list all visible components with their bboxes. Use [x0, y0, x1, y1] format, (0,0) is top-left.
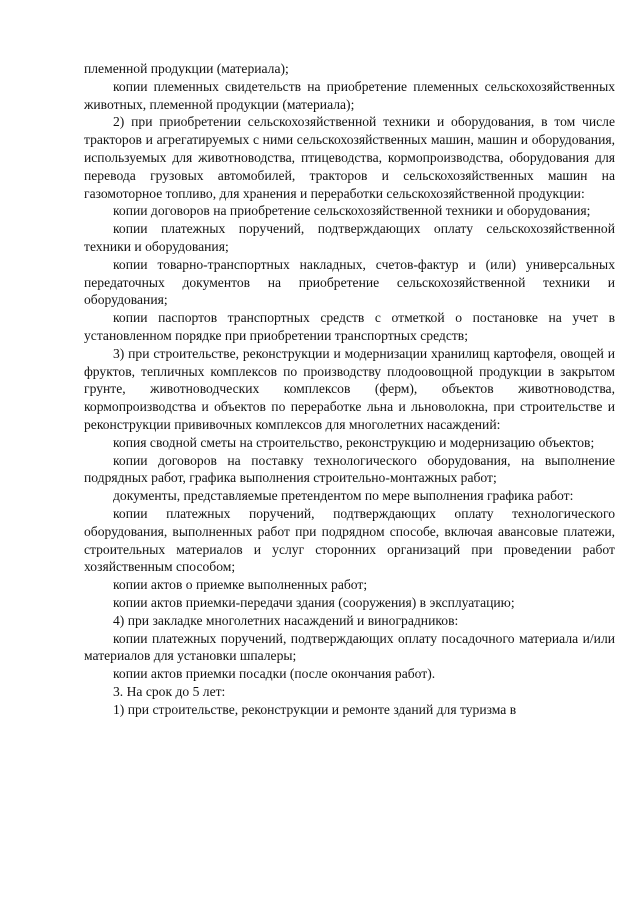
- paragraph-13: копии актов о приемке выполненных работ;: [113, 577, 368, 593]
- paragraph-11: документы, представляемые претендентом по мере выполнения графика работ:: [113, 488, 574, 504]
- paragraph-9: копия сводной сметы на строительство, реконструкцию и модернизацию объектов;: [113, 434, 595, 450]
- paragraph-5: копии платежных поручений, подтверждающих оплату сельскохозяйственной техники и оборудования;: [84, 221, 615, 254]
- paragraph-6: копии товарно-транспортных накладных, счетов-фактур и (или) универсальных передаточных документов на приобретение сельскохозяйственной техники и оборудования;: [84, 256, 615, 308]
- paragraph-12: копии платежных поручений, подтверждающих оплату технологического оборудования, выполненных работ при подрядном способе, включая авансовые платежи, строительных материалов и услуг сторонних организаций при проведении работ хозяйственным способом;: [84, 505, 615, 575]
- paragraph-7: копии паспортов транспортных средств с отметкой о постановке на учет в установленном порядке при приобретении транспортных средств;: [84, 310, 615, 343]
- paragraph-19: 1) при строительстве, реконструкции и ремонте зданий для туризма в: [113, 701, 517, 717]
- paragraph-1: племенной продукции (материала);: [84, 61, 289, 76]
- paragraph-14: копии актов приемки-передачи здания (сооружения) в эксплуатацию;: [113, 594, 515, 610]
- paragraph-3: 2) при приобретении сельскохозяйственной техники и оборудования, в том числе тракторов и агрегатируемых с ними сельскохозяйственных машин, машин и оборудования, используемых для животноводства, птицеводства, кормопроизводства, оборудования для перевода грузовых автомобилей, тракторов и сельскохозяйственных машин на газомоторное топливо, для хранения и переработки сельскохозяйственной продукции:: [84, 114, 615, 201]
- paragraph-8: 3) при строительстве, реконструкции и модернизации хранилищ картофеля, овощей и фруктов, тепличных комплексов по производству плодоовощной продукции в закрытом грунте, животноводческих комплексов (ферм), объектов животноводства, кормопроизводства и объектов по переработке льна и льноволокна, при строительстве и реконструкции прививочных комплексов для многолетних насаждений:: [84, 345, 615, 432]
- paragraph-17: копии актов приемки посадки (после окончания работ).: [113, 666, 436, 682]
- paragraph-2: копии племенных свидетельств на приобретение племенных сельскохозяйственных животных, племенной продукции (материала);: [84, 78, 615, 112]
- paragraph-4: копии договоров на приобретение сельскохозяйственной техники и оборудования;: [113, 203, 591, 219]
- document-page: [84, 60, 615, 718]
- paragraph-15: 4) при закладке многолетних насаждений и виноградников:: [113, 612, 459, 628]
- paragraph-16: копии платежных поручений, подтверждающих оплату посадочного материала и/или материалов для установки шпалеры;: [84, 630, 615, 664]
- paragraph-10: копии договоров на поставку технологического оборудования, на выполнение подрядных работ, графика выполнения строительно-монтажных работ;: [84, 452, 615, 486]
- paragraph-18: 3. На срок до 5 лет:: [113, 683, 226, 699]
